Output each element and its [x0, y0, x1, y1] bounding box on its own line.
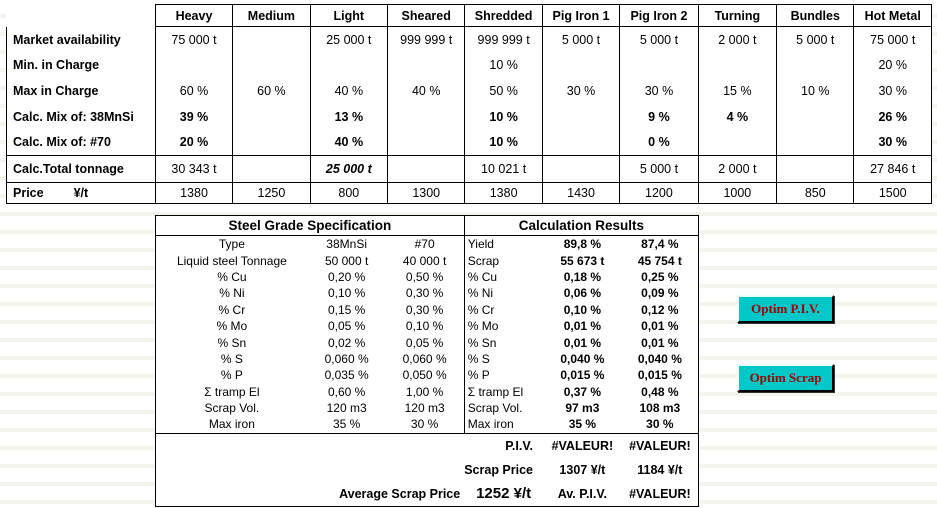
- result-value-38mnsi: 97 m3: [565, 401, 600, 416]
- scrap-materials-table: [6, 4, 932, 204]
- price-row: [7, 182, 932, 203]
- result-value-38mnsi: 0,10 %: [563, 302, 602, 317]
- table-cell[interactable]: 10 %: [465, 104, 542, 130]
- material-row: [7, 78, 932, 104]
- header-corner: [7, 5, 156, 27]
- spec-value-70[interactable]: 0,50 %: [405, 269, 444, 284]
- table-cell[interactable]: 5 000 t: [777, 27, 854, 53]
- row-label: Calc.Total tonnage: [7, 155, 156, 182]
- spec-row: [156, 416, 699, 433]
- table-cell[interactable]: 5 000 t: [620, 27, 698, 53]
- spec-value-38mnsi[interactable]: 35 %: [332, 417, 361, 432]
- table-cell[interactable]: 40 %: [388, 78, 465, 104]
- spec-label: % Ni: [156, 285, 308, 301]
- table-cell[interactable]: [233, 53, 310, 79]
- table-cell[interactable]: 25 000 t: [310, 155, 387, 182]
- steel-grade-calculation-table: [155, 215, 699, 507]
- table-cell[interactable]: [388, 104, 465, 130]
- result-value-38mnsi: 0,015 %: [560, 368, 605, 383]
- price-cell[interactable]: 800: [310, 182, 387, 203]
- price-cell[interactable]: 1430: [542, 182, 619, 203]
- spec-value-70[interactable]: 1,00 %: [405, 384, 444, 399]
- table-cell[interactable]: [542, 129, 619, 155]
- result-label: Max iron: [464, 416, 543, 433]
- column-header: Light: [310, 5, 387, 27]
- spec-row: [156, 302, 699, 318]
- price-cell[interactable]: 1300: [388, 182, 465, 203]
- price-cell[interactable]: 1380: [465, 182, 542, 203]
- result-value-38mnsi: 0,06 %: [563, 286, 602, 301]
- result-value-38mnsi: 55 673 t: [560, 253, 605, 268]
- table-cell[interactable]: [233, 27, 310, 53]
- spec-value-70[interactable]: 30 %: [410, 417, 439, 432]
- result-label: % Cr: [464, 302, 543, 318]
- spec-value-70[interactable]: 0,30 %: [405, 286, 444, 301]
- result-value-70: 0,12 %: [622, 302, 699, 318]
- material-row: [7, 155, 932, 182]
- spec-value-38mnsi[interactable]: 50 000 t: [324, 253, 369, 268]
- table-cell[interactable]: 10 %: [777, 78, 854, 104]
- column-header: Pig Iron 2: [620, 5, 698, 27]
- spec-value-38mnsi[interactable]: 0,15 %: [327, 302, 366, 317]
- spacer: [156, 433, 465, 458]
- row-label: Min. in Charge: [7, 53, 156, 79]
- spec-value-70[interactable]: 0,050 %: [402, 368, 447, 383]
- material-row: [7, 27, 932, 53]
- spec-label: % Cr: [156, 302, 308, 318]
- table-cell[interactable]: 10 %: [465, 129, 542, 155]
- table-cell[interactable]: 9 %: [620, 104, 698, 130]
- scrap-price-70: 1184 ¥/t: [622, 458, 699, 482]
- spec-value-70[interactable]: 0,30 %: [405, 302, 444, 317]
- table-cell[interactable]: [233, 129, 310, 155]
- spec-value-38mnsi[interactable]: 0,02 %: [327, 335, 366, 350]
- material-row: [7, 53, 932, 79]
- table-cell[interactable]: 40 %: [310, 129, 387, 155]
- table-cell[interactable]: [388, 53, 465, 79]
- result-value-38mnsi: 35 %: [568, 417, 597, 432]
- result-value-70: 87,4 %: [622, 236, 699, 253]
- column-header: Turning: [698, 5, 776, 27]
- piv-label: P.I.V.: [464, 433, 543, 458]
- table-cell[interactable]: 40 %: [310, 78, 387, 104]
- result-value-70: 0,015 %: [622, 367, 699, 383]
- table-cell[interactable]: 5 000 t: [542, 27, 619, 53]
- result-value-38mnsi: 0,040 %: [560, 351, 605, 366]
- table-cell[interactable]: [233, 104, 310, 130]
- table-cell[interactable]: 5 000 t: [620, 155, 698, 182]
- price-unit: ¥/t: [73, 185, 89, 200]
- result-value-70: 0,09 %: [622, 285, 699, 301]
- avg-piv-label: Av. P.I.V.: [543, 482, 622, 507]
- table-cell[interactable]: [388, 129, 465, 155]
- result-label: % Mo: [464, 318, 543, 334]
- table-cell[interactable]: 999 999 t: [465, 27, 542, 53]
- price-cell[interactable]: 1380: [155, 182, 232, 203]
- spec-value-38mnsi[interactable]: 120 m3: [326, 401, 367, 416]
- result-label: % Ni: [464, 285, 543, 301]
- optim-piv-button[interactable]: Optim P.I.V.: [737, 295, 834, 323]
- result-label: % P: [464, 367, 543, 383]
- spec-value-70[interactable]: #70: [414, 237, 435, 252]
- result-label: Scrap: [464, 252, 543, 268]
- spec-label: Liquid steel Tonnage: [156, 252, 308, 268]
- spec-value-38mnsi[interactable]: 0,10 %: [327, 286, 366, 301]
- table-cell[interactable]: [620, 53, 698, 79]
- spec-value-38mnsi[interactable]: 0,035 %: [324, 368, 369, 383]
- table-cell[interactable]: [388, 155, 465, 182]
- table-cell[interactable]: 75 000 t: [854, 27, 932, 53]
- column-header: Shredded: [465, 5, 542, 27]
- table-cell[interactable]: 4 %: [698, 104, 776, 130]
- result-label: % Sn: [464, 334, 543, 350]
- optim-scrap-button[interactable]: Optim Scrap: [737, 364, 834, 392]
- piv-row: [156, 433, 699, 458]
- result-value-70: 0,01 %: [622, 334, 699, 350]
- table-cell[interactable]: [542, 53, 619, 79]
- spec-row: [156, 285, 699, 301]
- table-cell[interactable]: 30 343 t: [155, 155, 232, 182]
- table-cell[interactable]: 30 %: [620, 78, 698, 104]
- spec-value-38mnsi[interactable]: 0,60 %: [327, 384, 366, 399]
- result-label: Σ tramp El: [464, 384, 543, 400]
- spec-label: % Cu: [156, 269, 308, 285]
- price-label: [7, 182, 156, 203]
- price-label-text: Price: [13, 185, 44, 200]
- spec-label: Type: [156, 236, 308, 253]
- table-cell[interactable]: 30 %: [542, 78, 619, 104]
- spec-header: Steel Grade Specification: [156, 216, 465, 236]
- result-value-70: 30 %: [622, 416, 699, 433]
- table-cell[interactable]: 10 %: [465, 53, 542, 79]
- column-header: Medium: [233, 5, 310, 27]
- scrap-price-row: [156, 458, 699, 482]
- table-cell[interactable]: [155, 53, 232, 79]
- table-cell[interactable]: [698, 53, 776, 79]
- table-cell[interactable]: 13 %: [310, 104, 387, 130]
- spec-row: [156, 400, 699, 416]
- table-cell[interactable]: 60 %: [233, 78, 310, 104]
- price-cell[interactable]: 1200: [620, 182, 698, 203]
- table-cell[interactable]: 39 %: [155, 104, 232, 130]
- spec-row: [156, 384, 699, 400]
- spec-row: [156, 351, 699, 367]
- spec-row: [156, 252, 699, 268]
- spec-label: Max iron: [156, 416, 308, 433]
- table-cell[interactable]: 30 %: [854, 78, 932, 104]
- spec-value-38mnsi[interactable]: 0,05 %: [327, 319, 366, 334]
- material-header-row: [7, 5, 932, 27]
- spec-label: % P: [156, 367, 308, 383]
- table-cell[interactable]: 60 %: [155, 78, 232, 104]
- column-header: Bundles: [777, 5, 854, 27]
- row-label: Max in Charge: [7, 78, 156, 104]
- spec-value-70[interactable]: 0,05 %: [405, 335, 444, 350]
- table-cell[interactable]: 20 %: [155, 129, 232, 155]
- table-cell[interactable]: 2 000 t: [698, 155, 776, 182]
- spec-label: % S: [156, 351, 308, 367]
- result-value-38mnsi: 0,01 %: [563, 335, 602, 350]
- spec-value-38mnsi[interactable]: 0,20 %: [327, 269, 366, 284]
- price-cell[interactable]: 1500: [854, 182, 932, 203]
- table-cell[interactable]: [777, 129, 854, 155]
- table-cell[interactable]: [698, 129, 776, 155]
- spec-value-70[interactable]: 40 000 t: [402, 253, 447, 268]
- spec-row: [156, 334, 699, 350]
- piv-value-38mnsi: #VALEUR!: [543, 433, 622, 458]
- spec-row: [156, 367, 699, 383]
- row-label: Calc. Mix of: #70: [7, 129, 156, 155]
- column-header: Pig Iron 1: [542, 5, 619, 27]
- table-cell[interactable]: 27 846 t: [854, 155, 932, 182]
- spec-label: Scrap Vol.: [156, 400, 308, 416]
- table-cell[interactable]: 2 000 t: [698, 27, 776, 53]
- spec-label: % Sn: [156, 334, 308, 350]
- result-label: Yield: [464, 236, 543, 253]
- result-label: % S: [464, 351, 543, 367]
- table-cell[interactable]: 75 000 t: [155, 27, 232, 53]
- result-value-70: 0,25 %: [622, 269, 699, 285]
- spec-value-70[interactable]: 120 m3: [404, 401, 445, 416]
- spec-row: [156, 318, 699, 334]
- result-value-38mnsi: 0,37 %: [563, 384, 602, 399]
- row-label: Market availability: [7, 27, 156, 53]
- table-cell[interactable]: [233, 155, 310, 182]
- material-row: [7, 104, 932, 130]
- table-cell[interactable]: 10 021 t: [465, 155, 542, 182]
- spec-row: [156, 236, 699, 253]
- scrap-price-label: Scrap Price: [464, 462, 534, 477]
- table-cell[interactable]: 15 %: [698, 78, 776, 104]
- table-cell[interactable]: 30 %: [854, 129, 932, 155]
- avg-scrap-price-value: 1252 ¥/t: [464, 482, 543, 507]
- column-header: Hot Metal: [854, 5, 932, 27]
- results-header: Calculation Results: [464, 216, 698, 236]
- spec-value-70[interactable]: 0,060 %: [402, 351, 447, 366]
- table-cell[interactable]: 999 999 t: [388, 27, 465, 53]
- spacer: [156, 458, 465, 482]
- table-cell[interactable]: [310, 53, 387, 79]
- result-value-70: 45 754 t: [622, 252, 699, 268]
- material-row: [7, 129, 932, 155]
- result-label: % Cu: [464, 269, 543, 285]
- table-cell[interactable]: [777, 155, 854, 182]
- scrap-price-38mnsi: 1307 ¥/t: [559, 462, 606, 477]
- result-value-38mnsi: 0,01 %: [563, 319, 602, 334]
- avg-scrap-price-label: Average Scrap Price: [308, 482, 464, 507]
- result-value-70: 0,040 %: [622, 351, 699, 367]
- result-value-70: 0,48 %: [622, 384, 699, 400]
- avg-piv-value: #VALEUR!: [622, 482, 699, 507]
- table-cell[interactable]: [542, 155, 619, 182]
- result-value-38mnsi: 0,18 %: [563, 269, 602, 284]
- table-cell[interactable]: 25 000 t: [310, 27, 387, 53]
- table-cell[interactable]: [777, 53, 854, 79]
- result-value-38mnsi: 89,8 %: [563, 237, 602, 252]
- table-cell[interactable]: [777, 104, 854, 130]
- price-cell[interactable]: 1250: [233, 182, 310, 203]
- column-header: Heavy: [155, 5, 232, 27]
- spec-label: % Mo: [156, 318, 308, 334]
- table-cell[interactable]: [542, 104, 619, 130]
- result-value-70: 108 m3: [622, 400, 699, 416]
- result-value-70: 0,01 %: [622, 318, 699, 334]
- table-cell[interactable]: 50 %: [465, 78, 542, 104]
- average-row: [156, 482, 699, 507]
- price-cell[interactable]: 850: [777, 182, 854, 203]
- table-cell[interactable]: 26 %: [854, 104, 932, 130]
- result-label: Scrap Vol.: [464, 400, 543, 416]
- column-header: Sheared: [388, 5, 465, 27]
- table-cell[interactable]: 0 %: [620, 129, 698, 155]
- spacer: [156, 482, 308, 507]
- spec-row: [156, 269, 699, 285]
- spec-value-38mnsi[interactable]: 0,060 %: [324, 351, 369, 366]
- spec-label: Σ tramp El: [156, 384, 308, 400]
- spec-value-70[interactable]: 0,10 %: [405, 319, 444, 334]
- spec-value-38mnsi[interactable]: 38MnSi: [326, 237, 367, 252]
- piv-value-70: #VALEUR!: [622, 433, 699, 458]
- row-label: Calc. Mix of: 38MnSi: [7, 104, 156, 130]
- price-cell[interactable]: 1000: [698, 182, 776, 203]
- table-cell[interactable]: 20 %: [854, 53, 932, 79]
